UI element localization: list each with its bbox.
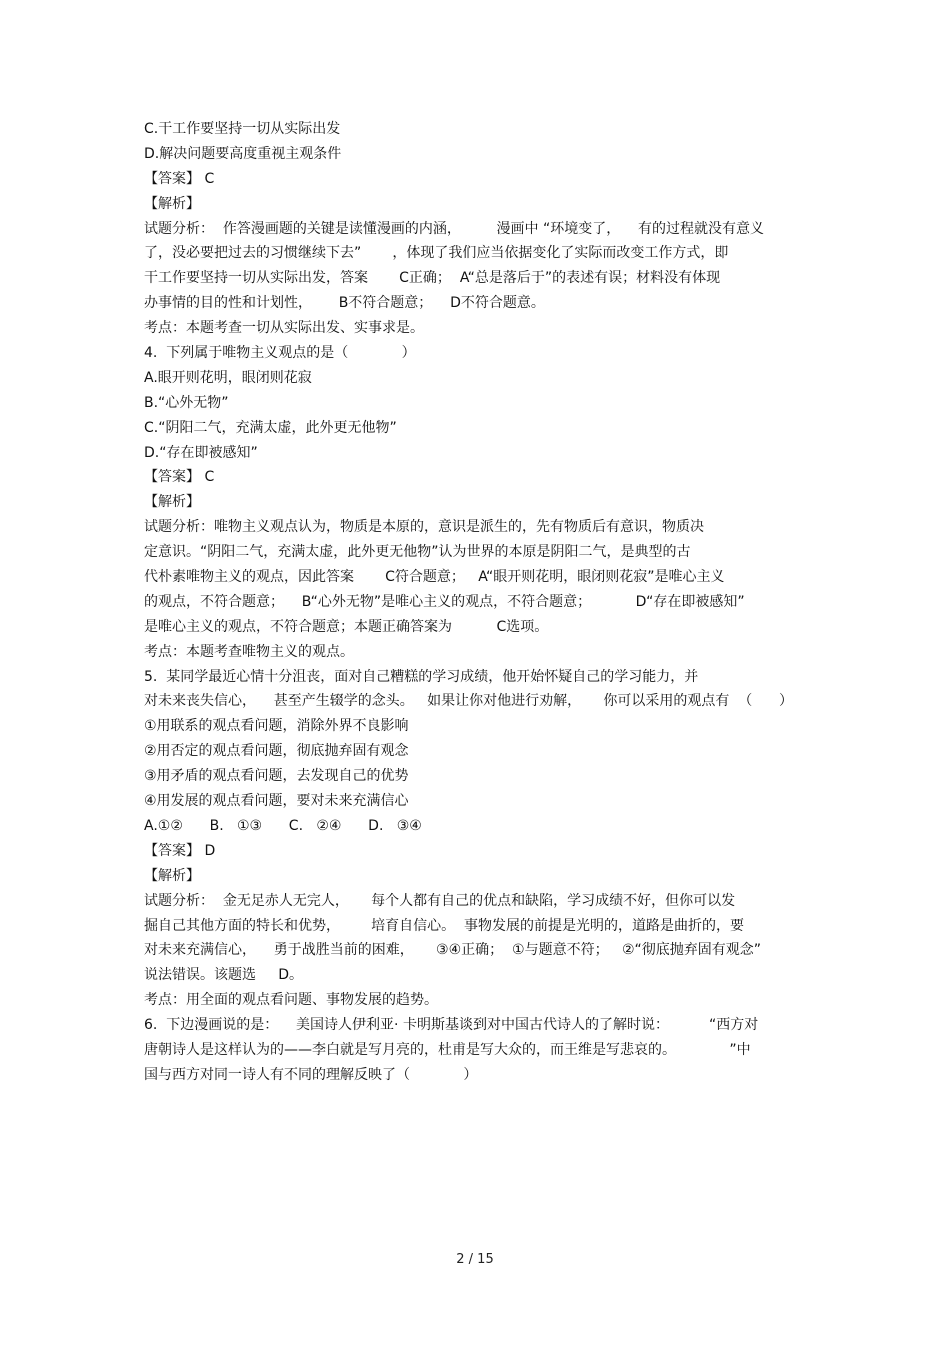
- text-line: A.①② B. ①③ C. ②④ D. ③④: [144, 817, 422, 834]
- text-line: 6. 下边漫画说的是： 美国诗人伊利亚· 卡明斯基谈到对中国古代诗人的了解时说： “西方对: [144, 1017, 759, 1034]
- text-line: 试题分析： 金无足赤人无完人， 每个人都有自己的优点和缺陷，学习成绩不好，但你可以发: [144, 892, 736, 909]
- text-line: 【解析】: [144, 195, 200, 212]
- text-line: 掘自己其他方面的特长和优势， 培育自信心。 事物发展的前提是光明的，道路是曲折的，要: [144, 917, 745, 934]
- text-line: 了，没必要把过去的习惯继续下去” ，体现了我们应当依据变化了实际而改变工作方式，即: [144, 245, 729, 262]
- text-line: ②用否定的观点看问题，彻底抛弃固有观念: [144, 743, 409, 760]
- text-line: C.“阴阳二气，充满太虚，此外更无他物”: [144, 419, 397, 436]
- text-line: 4. 下列属于唯物主义观点的是（ ）: [144, 345, 416, 362]
- text-line: 【解析】: [144, 867, 200, 884]
- text-line: 考点：本题考查一切从实际出发、实事求是。: [144, 320, 424, 337]
- text-line: A.眼开则花明，眼闭则花寂: [144, 369, 312, 386]
- text-line: D.“存在即被感知”: [144, 444, 258, 461]
- page-number: 2 / 15: [456, 1252, 494, 1267]
- text-line: 的观点，不符合题意； B“心外无物”是唯心主义的观点，不符合题意； D“存在即被感知”: [144, 593, 745, 610]
- text-line: 是唯心主义的观点，不符合题意；本题正确答案为 C选项。: [144, 618, 549, 635]
- text-line: 定意识。“阴阳二气，充满太虚，此外更无他物”认为世界的本原是阴阳二气，是典型的古: [144, 544, 691, 561]
- text-line: 唐朝诗人是这样认为的——李白就是写月亮的，杜甫是写大众的，而王维是写悲哀的。 ”中: [144, 1041, 751, 1058]
- text-line: B.“心外无物”: [144, 394, 229, 411]
- text-line: 对未来充满信心， 勇于战胜当前的困难， ③④正确； ①与题意不符； ②“彻底抛弃固有观念”: [144, 942, 762, 959]
- text-line: C.干工作要坚持一切从实际出发: [144, 121, 341, 137]
- text-line: 【答案】 C: [144, 469, 215, 486]
- text-line: 说法错误。该题选 D。: [144, 967, 304, 984]
- text-line: 代朴素唯物主义的观点，因此答案 C符合题意； A“眼开则花明，眼闭则花寂”是唯心主义: [144, 569, 725, 586]
- text-line: 【答案】 C: [144, 170, 215, 187]
- text-line: 国与西方对同一诗人有不同的理解反映了（ ）: [144, 1066, 478, 1083]
- text-line: D.解决问题要高度重视主观条件: [144, 145, 342, 162]
- text-line: 考点：本题考查唯物主义的观点。: [144, 643, 354, 660]
- text-line: 【解析】: [144, 494, 200, 511]
- text-line: 办事情的目的性和计划性， B不符合题意； D不符合题意。: [144, 295, 545, 312]
- text-line: 干工作要坚持一切从实际出发，答案 C正确； A“总是落后于”的表述有误；材料没有体现: [144, 270, 721, 287]
- page-content: [144, 117, 824, 1088]
- text-line: 试题分析： 作答漫画题的关键是读懂漫画的内涵， 漫画中 “环境变了， 有的过程就没有意义: [144, 220, 765, 237]
- text-line: 【答案】 D: [144, 842, 216, 859]
- text-line: 对未来丧失信心， 甚至产生辍学的念头。 如果让你对他进行劝解， 你可以采用的观点有 （ ）: [144, 693, 794, 710]
- text-line: 试题分析：唯物主义观点认为，物质是本原的，意识是派生的，先有物质后有意识，物质决: [144, 519, 704, 536]
- text-line: 5. 某同学最近心情十分沮丧，面对自己糟糕的学习成绩，他开始怀疑自己的学习能力，并: [144, 668, 699, 685]
- text-line: 考点：用全面的观点看问题、事物发展的趋势。: [144, 992, 438, 1009]
- text-line: ④用发展的观点看问题，要对未来充满信心: [144, 793, 409, 810]
- text-line: ①用联系的观点看问题，消除外界不良影响: [144, 718, 409, 735]
- text-line: ③用矛盾的观点看问题，去发现自己的优势: [144, 768, 409, 785]
